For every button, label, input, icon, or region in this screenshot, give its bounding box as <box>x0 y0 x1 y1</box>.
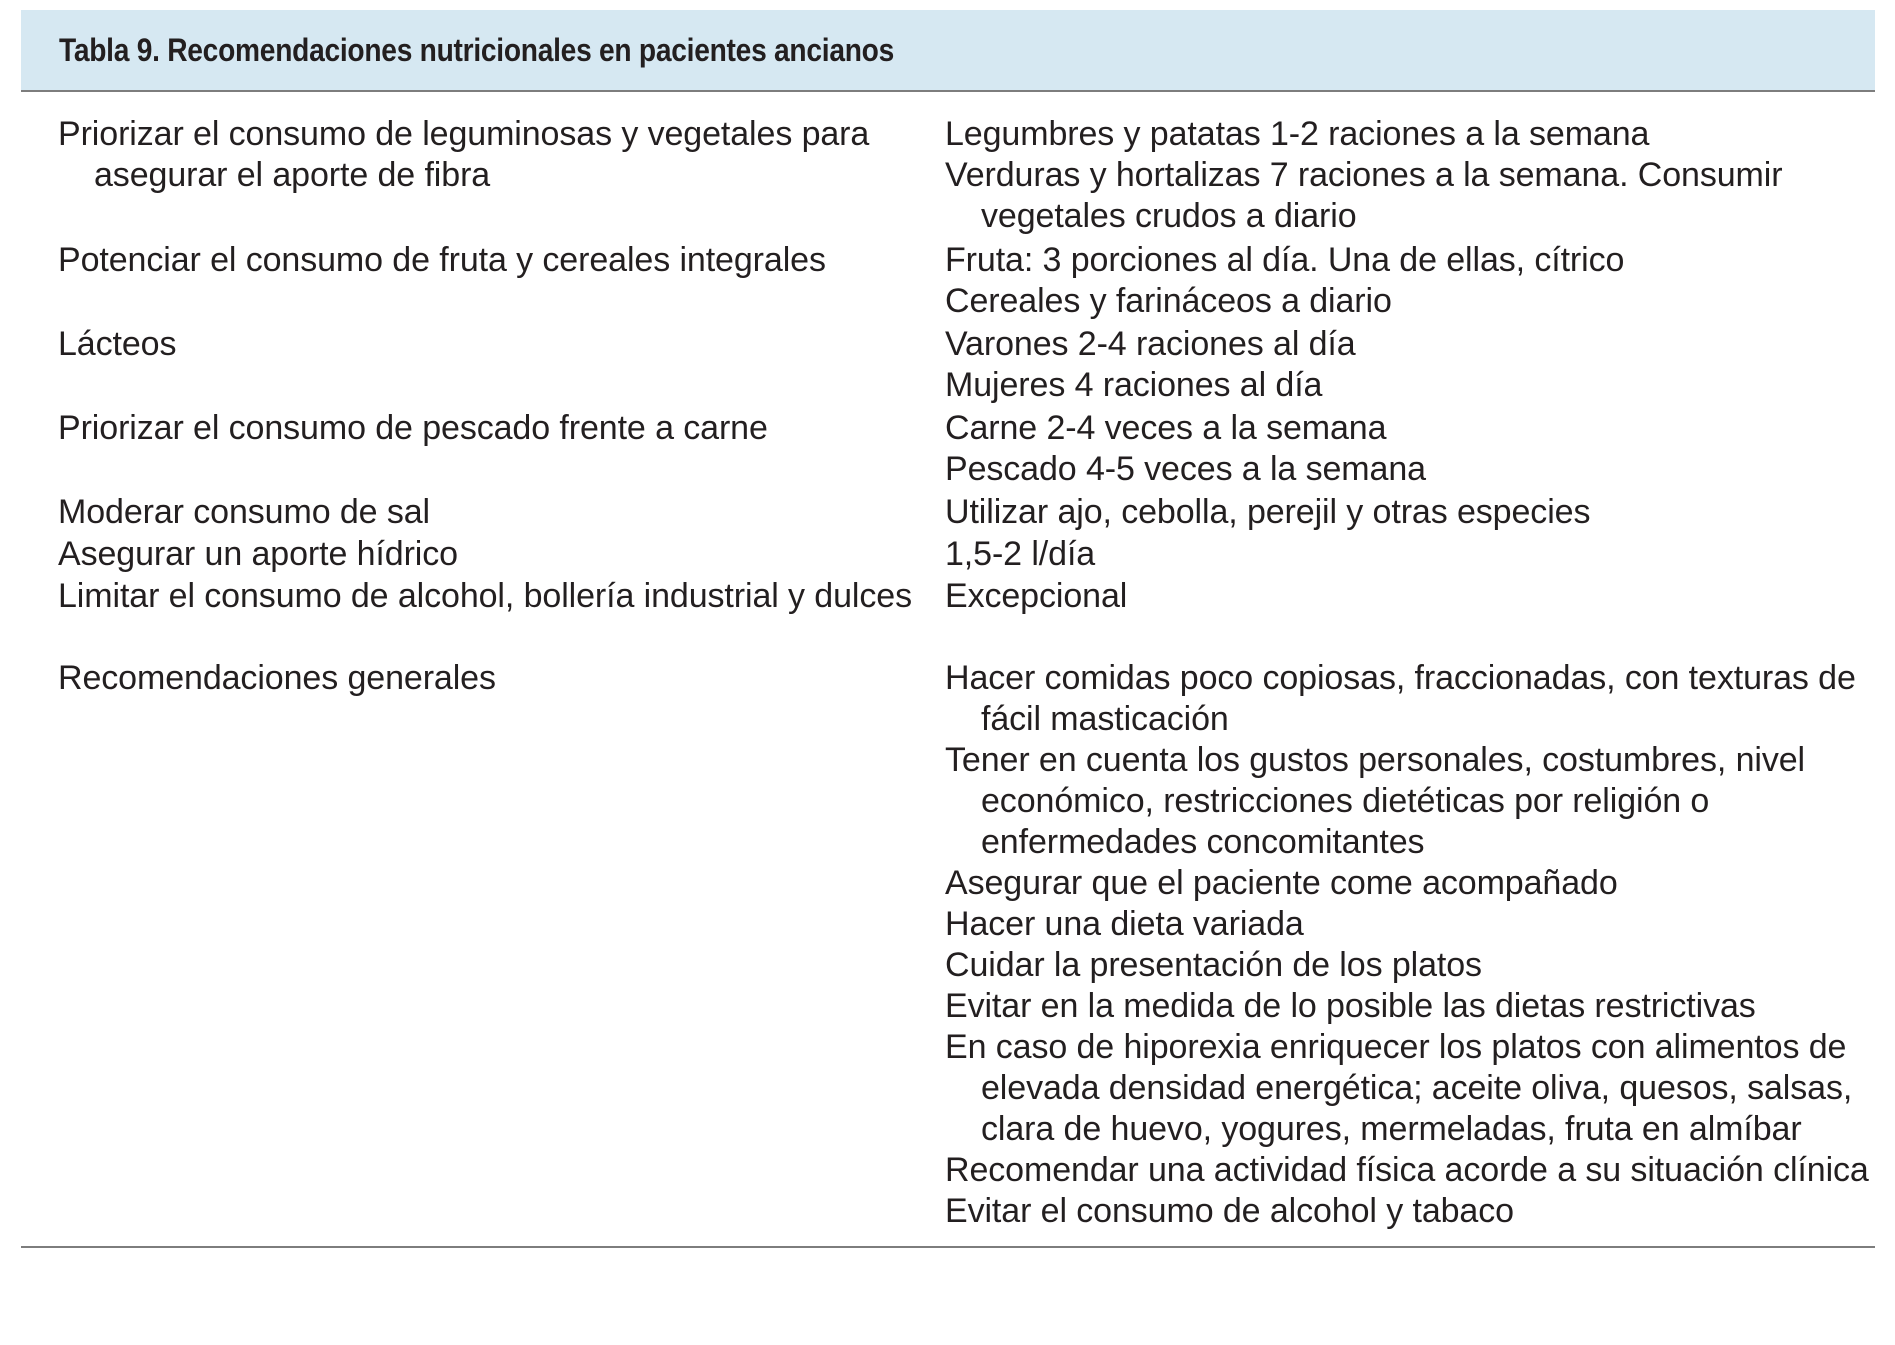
row-detail-item: Hacer comidas poco copiosas, fraccionadas, con texturas de fácil masticación <box>945 659 1856 738</box>
row-detail-item: Asegurar que el paciente come acompañado <box>945 864 1618 902</box>
row-detail-item: Fruta: 3 porciones al día. Una de ellas, cítrico <box>945 241 1625 279</box>
row-detail-cell <box>945 324 1895 406</box>
table-title-bar <box>21 10 1875 92</box>
row-detail-item: Pescado 4-5 veces a la semana <box>945 450 1426 488</box>
row-label-cell <box>21 408 945 449</box>
table-row <box>21 324 1875 408</box>
row-label-cell <box>21 324 945 365</box>
row-label: Moderar consumo de sal <box>58 493 430 531</box>
table-row <box>21 408 1875 492</box>
table-row <box>21 658 1875 1232</box>
row-label: Priorizar el consumo de leguminosas y vegetales para asegurar el aporte de fibra <box>58 115 870 194</box>
row-detail-item: Evitar el consumo de alcohol y tabaco <box>945 1192 1514 1230</box>
table-row <box>21 114 1875 240</box>
row-detail-item: Cuidar la presentación de los platos <box>945 946 1482 984</box>
row-detail-item: Hacer una dieta variada <box>945 905 1304 943</box>
row-label-cell <box>21 114 945 196</box>
row-label: Limitar el consumo de alcohol, bollería industrial y dulces <box>58 577 912 615</box>
row-detail-cell <box>945 240 1895 322</box>
table-row <box>21 492 1875 534</box>
row-detail-cell <box>945 114 1895 237</box>
row-detail-item: Carne 2-4 veces a la semana <box>945 409 1387 447</box>
row-detail-item: Cereales y farináceos a diario <box>945 282 1392 320</box>
row-label-cell <box>21 658 945 699</box>
row-detail-cell <box>945 576 1895 617</box>
row-detail-cell <box>945 408 1895 490</box>
row-label: Potenciar el consumo de fruta y cereales integrales <box>58 241 826 279</box>
row-detail-item: Recomendar una actividad física acorde a su situación clínica <box>945 1151 1869 1189</box>
row-label: Lácteos <box>58 325 177 363</box>
row-label-cell <box>21 534 945 575</box>
table-row <box>21 240 1875 324</box>
row-detail-cell <box>945 492 1895 533</box>
row-detail-item: Excepcional <box>945 577 1128 615</box>
row-detail-item: Mujeres 4 raciones al día <box>945 366 1323 404</box>
row-detail-item: Tener en cuenta los gustos personales, costumbres, nivel económico, restricciones dietéticas por religión o enfermedades concomitantes <box>945 741 1805 861</box>
table-row <box>21 576 1875 658</box>
table-row <box>21 534 1875 576</box>
row-detail-item: Varones 2-4 raciones al día <box>945 325 1356 363</box>
table-body <box>21 92 1875 1248</box>
row-label: Priorizar el consumo de pescado frente a carne <box>58 409 768 447</box>
row-detail-item: Utilizar ajo, cebolla, perejil y otras especies <box>945 493 1591 531</box>
row-detail-item: En caso de hiporexia enriquecer los platos con alimentos de elevada densidad energética; aceite oliva, quesos, salsas, clara de huevo, yogures, mermeladas, fruta en almíbar <box>945 1028 1853 1148</box>
row-detail-item: Verduras y hortalizas 7 raciones a la semana. Consumir vegetales crudos a diario <box>945 156 1783 235</box>
row-label-cell <box>21 576 945 617</box>
row-detail-cell <box>945 534 1895 575</box>
row-detail-cell <box>945 658 1895 1232</box>
row-detail-item: 1,5-2 l/día <box>945 535 1096 573</box>
row-detail-item: Evitar en la medida de lo posible las dietas restrictivas <box>945 987 1756 1025</box>
row-label: Asegurar un aporte hídrico <box>58 535 458 573</box>
row-label-cell <box>21 240 945 281</box>
table-title: Tabla 9. Recomendaciones nutricionales en pacientes ancianos <box>59 31 894 68</box>
row-detail-item: Legumbres y patatas 1-2 raciones a la semana <box>945 115 1650 153</box>
row-label: Recomendaciones generales <box>58 659 496 697</box>
row-label-cell <box>21 492 945 533</box>
nutrition-table <box>21 10 1875 1248</box>
